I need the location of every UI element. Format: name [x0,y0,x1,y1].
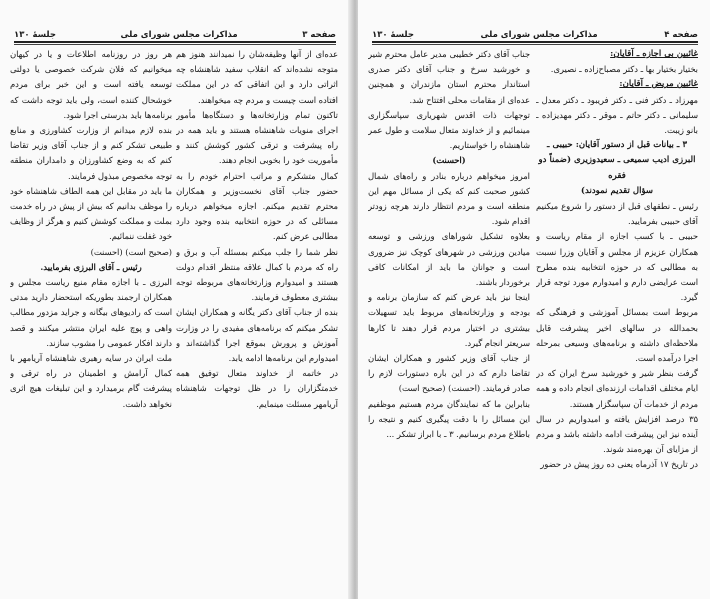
agenda-item-heading: ۳ ـ بیانات قبل از دستور آقایان: حبیبی ـ البرزی ادیب سمیعی ـ سعیدوزیری (ضمناً دو فقره [538,140,696,181]
paragraph: هر روز در روزنامه اطلاعات و یا در کیهان میخوانیم که فلان شرکت خصوصی یا دولتی توسعه یافته است و این خبر برای مردم خوشحال کننده است، ولی باید توجه داشت که برنامه‌ها باید بدرستی اجرا شود. [10,49,172,120]
paragraph: گرفت بنظر شیر و خورشید سرخ ایران که در ایام مختلف اقدامات ارزنده‌ای انجام داده و همه مردم از خدمات آن سپاسگزار هستند. [536,368,698,409]
page-number: صفحه ۴ [664,30,698,40]
paragraph: اینجا نیز باید عرض کنم که سازمان برنامه و بودجه و وزارتخانه‌های مربوط باید تسهیلات بیشتری در اختیار مردم قرار دهند تا کارها سریعتر انجام گیرد. [368,292,530,348]
paragraph: ملت ایران در سایه رهبری شاهنشاه آریامهر با کمال آرامش و اطمینان در راه ترقی و پیشرفت گام برمیدارد و این تبلیغات هیچ اثری نخواهد داشت. [10,353,172,409]
running-title: مذاکرات مجلس شورای ملی [480,30,598,40]
paragraph: بنده از جناب آقای دکتر یگانه و همکاران ایشان تشکر میکنم که برنامه‌های مفیدی را در وزارت آموزش و پرورش بموقع اجرا گذاشته‌اند و امیدوارم این برنامه‌ها ادامه یابد. [176,307,338,364]
paragraph: در خاتمه از خداوند متعال توفیق همه خدمتگزاران را در ظل توجهات شاهنشاه آریامهر مسئلت مینمایم. [176,368,338,409]
session-number: جلسهٔ ۱۳۰ [14,30,56,40]
text-column-left [10,47,172,595]
running-title: مذاکرات مجلس شورای ملی [120,30,238,40]
paragraph: در تاریخ ۱۷ آذرماه یعنی ده روز پیش در حضور [540,459,698,470]
section-heading: غائبین مریض ـ آقایان: [619,79,698,90]
speaker-line: رئیس ـ آقای البرزی بفرمایید. [40,261,142,272]
paragraph: امروز میخواهم درباره بنادر و راه‌های شمال کشور صحبت کنم که یکی از مسائل مهم این منطقه است و مردم انتظار دارند هرچه زودتر اقدام شود. [368,170,530,227]
paragraph: (صحیح است) (احسنت) [90,246,172,257]
paragraph: البرزی ـ با اجازه مقام منیع ریاست مجلس و همکاران ارجمند بطوریکه استحضار دارید مدتی است که رادیوهای بیگانه و جراید مزدور مطالب واهی و پوچ علیه ایران منتشر میکنند و قصد دارند افکار عمومی را مشوب سازند. [10,277,172,348]
session-number: جلسهٔ ۱۳۰ [372,30,414,40]
paragraph: از جناب آقای وزیر کشور و همکاران ایشان تقاضا دارم که در این باره دستورات لازم را صادر فرمایند. (احسنت) (صحیح است) [368,353,530,394]
text-column-right [536,47,698,595]
paragraph: بنده لازم میدانم از وزارت کشاورزی و منابع طبیعی تشکر کنم و از جناب آقای وزیر تقاضا کنم که به وضع کشاورزان و دامداران منطقه توجه مخصوص مبذول فرمایند. [10,125,172,181]
header-rule [14,41,336,43]
paragraph: نظر شما را جلب میکنم بمسئله آب و برق و راه که مردم با کمال علاقه منتظر اقدام دولت هستند و امیدوارم وزارتخانه‌های مربوطه توجه بیشتری معطوف فرمایند. [176,246,338,303]
paragraph: ۳۵ درصد افزایش یافته و امیدواریم در سال آینده نیز این پیشرفت ادامه داشته باشد و مردم از مزایای آن بهره‌مند شوند. [536,413,698,455]
text-column-left [368,47,530,595]
paragraph: کمال متشکرم و مراتب احترام خودم را به حضور جناب آقای نخست‌وزیر و همکاران محترم تقدیم میکنم. اجازه میخواهم درباره مسائلی که در حوزه انتخابیه بنده وجود دارد مطالبی عرض کنم. [176,170,338,242]
paragraph: مربوط است بمسائل آموزشی و فرهنگی که بحمدالله در سالهای اخیر پیشرفت قابل ملاحظه‌ای داشته و برنامه‌های وسیعی بمرحله اجرا درآمده است. [536,307,698,364]
header-rule [372,44,698,45]
paragraph: حبیبی ـ با کسب اجازه از مقام ریاست و همکاران عزیزم از مجلس و آقایان وزرا نسبت به مطالبی که در حوزه انتخابیه بنده مطرح است عرایضی دارم و امیدوارم مورد توجه قرار گیرد. [536,231,698,303]
name-list: مهرزاد ـ دکتر فنی ـ دکتر فریبود ـ دکتر معدل ـ سلیمانی ـ دکتر حاتم ـ موقر ـ دکتر مهدیزاده ـ بانو زیبت. [536,94,698,136]
name-list: بختیار بختیار بها ـ دکتر مصباح‌زاده ـ نصیری. [550,64,698,75]
paragraph: عده‌ای از آنها وظیفه‌شان را نمیدانند هنوز هم متوجه نشده‌اند که انقلاب سفید شاهنشاه چه اثراتی دارد و این اتفاقی که در این مملکت افتاده است چیست و مردم چه میخواهند. [176,49,338,105]
paragraph: بعلاوه تشکیل شوراهای ورزشی و توسعه میادین ورزشی در شهرهای کوچک نیز ضروری است و جوانان ما باید از امکانات کافی برخوردار باشند. [368,231,530,288]
paragraph: جناب آقای دکتر خطیبی مدیر عامل محترم شیر و خورشید سرخ و جناب آقای دکتر صدری استاندار محترم استان مازندران و همچنین عده‌ای از مقامات محلی افتتاح شد. [368,49,530,105]
header-rule [372,41,698,43]
paragraph: رئیس ـ نطقهای قبل از دستور را شروع میکنیم آقای حبیبی بفرمایید. [536,201,698,227]
paragraph: تاکنون تمام وزارتخانه‌ها و دستگاه‌ها مأمور اجرای منویات شاهنشاه هستند و باید همه در راه پیشرفت و ترقی کشور کوشش کنند و مأموریت خود را بخوبی انجام دهند. [176,109,338,166]
agenda-item-subheading: سؤال تقدیم نمودند) [580,185,654,196]
page-header [372,28,698,40]
paragraph: بنابراین ما که نمایندگان مردم هستیم موظفیم این مسائل را با دقت پیگیری کنیم و نتیجه را باطلاع مردم برسانیم. ۳ ـ با ابراز تشکر ... [368,398,530,440]
paragraph: توجهات ذات اقدس شهریاری سپاسگزاری مینمائیم و از خداوند متعال سلامت و طول عمر شاهنشاه را خواستاریم. [368,109,530,151]
paragraph: ما باید در مقابل این همه الطاف شاهنشاه خود را موظف بدانیم که بیش از پیش در راه خدمت بملت و مملکت کوشش کنیم و هرگز از وظایف خود غفلت ننمائیم. [10,185,172,242]
header-rule [14,44,336,45]
paragraph: (احسنت) [432,155,466,166]
left-page [0,0,352,599]
page-number: صفحه ۳ [302,30,336,40]
section-heading: غائبین بی اجازه ـ آقایان: [610,49,698,59]
page-header [14,28,336,40]
text-column-right [176,47,338,595]
right-page [358,0,710,599]
